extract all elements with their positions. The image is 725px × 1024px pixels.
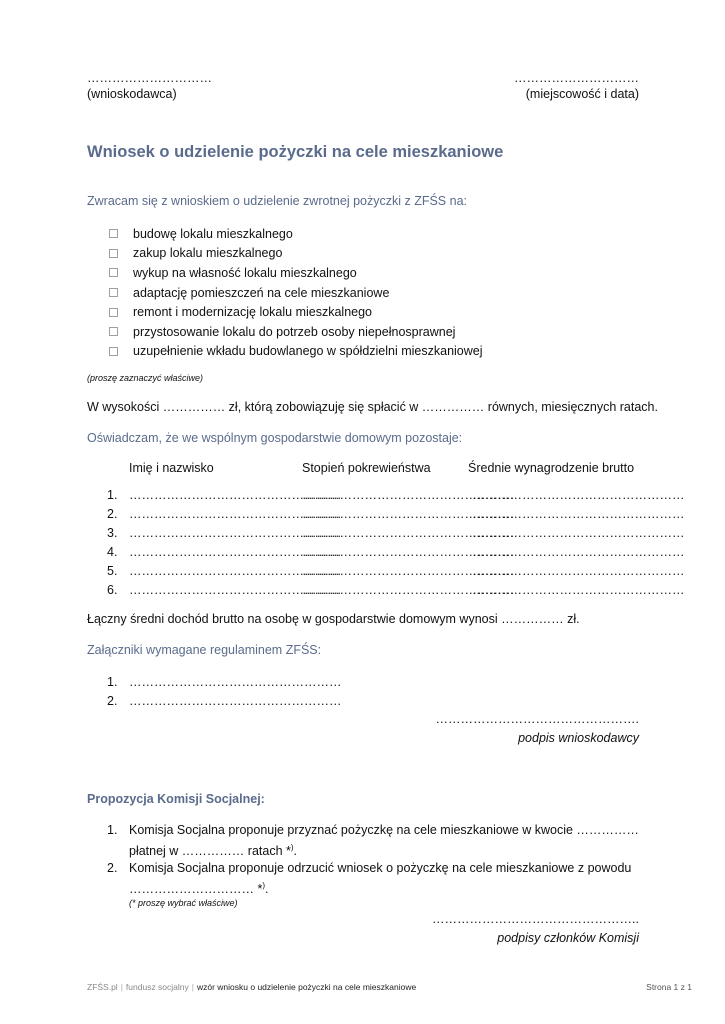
name-field[interactable]: ……………………………………………: [129, 545, 342, 559]
salary-field[interactable]: ……………………………………………: [472, 583, 685, 597]
checkbox-icon[interactable]: [109, 327, 118, 336]
table-row: [107, 488, 685, 507]
table-row: [107, 545, 685, 564]
row-number: 6.: [107, 583, 118, 597]
income-text: Łączny średni dochód brutto na osobę w gospodarstwie domowym wynosi …………… zł.: [87, 612, 580, 626]
page-footer: [87, 982, 416, 992]
option-label: remont i modernizację lokalu mieszkalnego: [133, 305, 373, 320]
table-row: [107, 526, 685, 545]
attachment-field[interactable]: ……………………………………………: [129, 694, 342, 708]
table-row: [107, 507, 685, 526]
checkbox-icon[interactable]: [109, 229, 118, 238]
option-label: wykup na własność lokalu mieszkalnego: [133, 265, 357, 280]
checkbox-icon[interactable]: [109, 268, 118, 277]
applicant-block: [87, 71, 212, 101]
proposal-item: [107, 859, 647, 898]
place-dots: …………………………: [514, 71, 639, 85]
option-label: zakup lokalu mieszkalnego: [133, 246, 283, 261]
header-relation: Stopień pokrewieństwa: [302, 461, 431, 475]
applicant-signature-label: podpis wnioskodawcy: [518, 731, 639, 745]
footnote-mark: ): [290, 843, 294, 852]
proposal-text-line2: ………………………… *: [129, 882, 263, 897]
item-number: 2.: [107, 694, 118, 708]
name-field[interactable]: ……………………………………………: [129, 564, 342, 578]
option-adaptation[interactable]: [109, 283, 483, 303]
option-label: budowę lokalu mieszkalnego: [133, 226, 293, 241]
name-field[interactable]: ……………………………………………: [129, 488, 342, 502]
footer-separator: |: [120, 982, 123, 992]
table-row: [107, 583, 685, 602]
salary-field[interactable]: ……………………………………………: [472, 564, 685, 578]
loan-purpose-list: [109, 224, 483, 361]
relation-field[interactable]: ……………………………………………: [302, 507, 515, 521]
row-number: 3.: [107, 526, 118, 540]
attachments-title: Załączniki wymagane regulaminem ZFŚS:: [87, 643, 322, 657]
row-number: 5.: [107, 564, 118, 578]
checkbox-icon[interactable]: [109, 308, 118, 317]
item-number: 2.: [107, 861, 118, 875]
place-date-block: [514, 71, 639, 101]
commission-signature-line[interactable]: …………………………………………..: [432, 912, 639, 926]
item-number: 1.: [107, 823, 118, 837]
name-field[interactable]: ……………………………………………: [129, 526, 342, 540]
proposals-note: (* proszę wybrać właściwe): [129, 898, 238, 908]
salary-field[interactable]: ……………………………………………: [472, 488, 685, 502]
household-table: [107, 488, 685, 602]
footer-site-link[interactable]: ZFŚS.pl: [87, 982, 118, 992]
row-number: 4.: [107, 545, 118, 559]
option-label: adaptację pomieszczeń na cele mieszkaniowe: [133, 285, 390, 300]
proposal-item: [107, 821, 647, 860]
place-label: (miejscowość i data): [525, 87, 639, 101]
relation-field[interactable]: ……………………………………………: [302, 545, 515, 559]
relation-field[interactable]: ……………………………………………: [302, 564, 515, 578]
household-declaration: Oświadczam, że we wspólnym gospodarstwie domowym pozostaje:: [87, 431, 463, 445]
table-row: [107, 564, 685, 583]
commission-title: Propozycja Komisji Socjalnej:: [87, 792, 265, 806]
item-number: 1.: [107, 675, 118, 689]
checkbox-icon[interactable]: [109, 347, 118, 356]
footer-section: fundusz socjalny: [125, 982, 189, 992]
amount-text: W wysokości …………… zł, którą zobowiązuję się spłacić w …………… równych, miesięcznych ratach.: [87, 400, 658, 414]
page-number: Strona 1 z 1: [646, 982, 692, 992]
checkbox-icon[interactable]: [109, 249, 118, 258]
salary-field[interactable]: ……………………………………………: [472, 526, 685, 540]
applicant-dots: …………………………: [87, 71, 212, 85]
proposal-text-line1: Komisja Socjalna proponuje odrzucić wniosek o pożyczkę na cele mieszkaniowe z powodu: [129, 861, 632, 875]
attachments-list: [107, 675, 342, 713]
footer-separator: |: [191, 982, 194, 992]
option-label: przystosowanie lokalu do potrzeb osoby niepełnosprawnej: [133, 324, 456, 339]
commission-signature-label: podpisy członków Komisji: [497, 931, 639, 945]
option-buyout[interactable]: [109, 263, 483, 283]
attachment-field[interactable]: ……………………………………………: [129, 675, 342, 689]
salary-field[interactable]: ……………………………………………: [472, 507, 685, 521]
applicant-signature-line[interactable]: ………………………………………….: [435, 712, 639, 726]
header-name: Imię i nazwisko: [129, 461, 214, 475]
options-note: (proszę zaznaczyć właściwe): [87, 373, 204, 383]
row-number: 1.: [107, 488, 118, 502]
proposal-text-line1: Komisja Socjalna proponuje przyznać pożyczkę na cele mieszkaniowe w kwocie ……………: [129, 823, 639, 837]
proposal-end: .: [293, 844, 298, 859]
document-title: Wniosek o udzielenie pożyczki na cele mieszkaniowe: [87, 143, 504, 161]
checkbox-icon[interactable]: [109, 288, 118, 297]
header-salary: Średnie wynagrodzenie brutto: [468, 461, 635, 475]
intro-text: Zwracam się z wnioskiem o udzielenie zwrotnej pożyczki z ZFŚS na:: [87, 194, 467, 208]
list-item: [107, 675, 342, 694]
proposal-end: .: [265, 882, 269, 897]
option-build[interactable]: [109, 224, 483, 244]
salary-field[interactable]: ……………………………………………: [472, 545, 685, 559]
relation-field[interactable]: ……………………………………………: [302, 526, 515, 540]
footnote-mark: ): [262, 881, 266, 890]
footer-doc-name: wzór wniosku o udzielenie pożyczki na cele mieszkaniowe: [196, 982, 417, 992]
name-field[interactable]: ……………………………………………: [129, 583, 342, 597]
option-cooperative-contribution[interactable]: [109, 342, 483, 362]
option-renovation[interactable]: [109, 302, 483, 322]
option-label: uzupełnienie wkładu budowlanego w spółdzielni mieszkaniowej: [133, 344, 483, 359]
name-field[interactable]: ……………………………………………: [129, 507, 342, 521]
option-purchase[interactable]: [109, 244, 483, 264]
option-accessibility[interactable]: [109, 322, 483, 342]
proposal-text-line2: płatnej w …………… ratach *: [129, 844, 291, 859]
row-number: 2.: [107, 507, 118, 521]
relation-field[interactable]: ……………………………………………: [302, 488, 515, 502]
relation-field[interactable]: ……………………………………………: [302, 583, 515, 597]
applicant-label: (wnioskodawca): [87, 87, 177, 101]
list-item: [107, 694, 342, 713]
